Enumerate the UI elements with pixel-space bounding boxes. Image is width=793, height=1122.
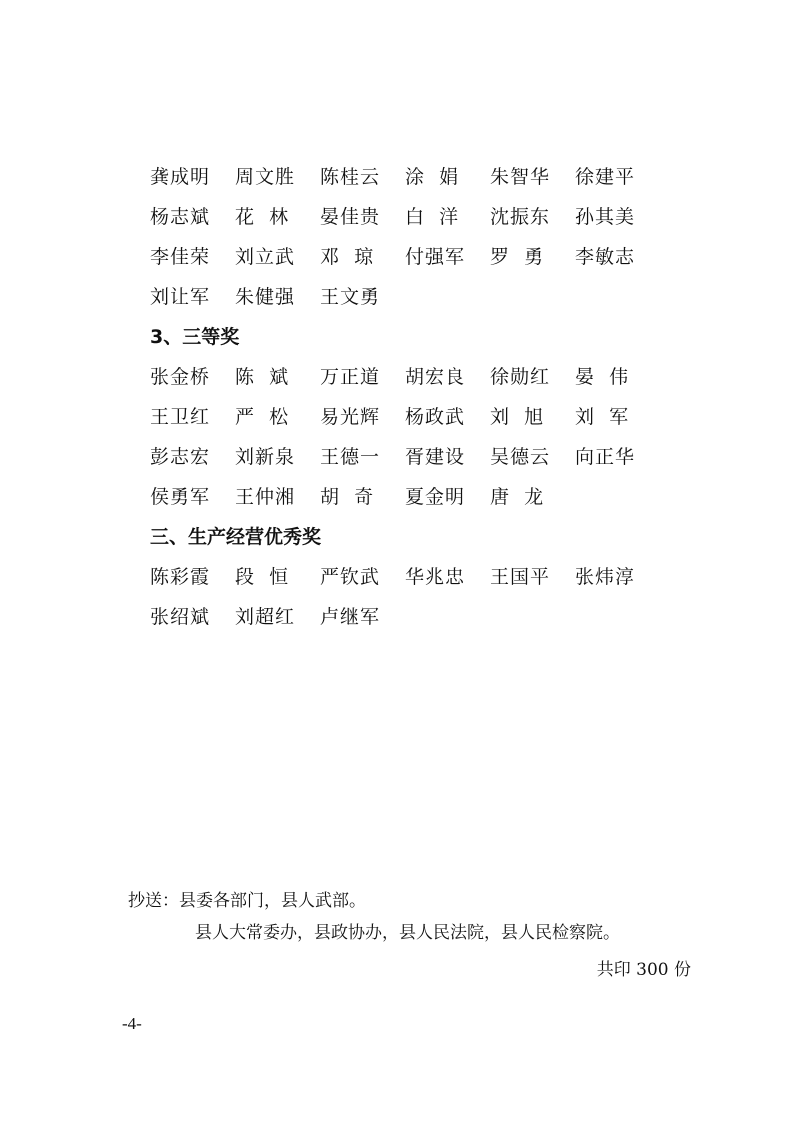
person-name: 胥建设	[405, 446, 466, 468]
person-name: 易光辉	[320, 406, 381, 428]
person-name: 刘超红	[235, 606, 296, 628]
person-name: 付强军	[405, 246, 466, 268]
person-name: 陈桂云	[320, 166, 381, 188]
person-name: 徐勋红	[490, 366, 551, 388]
person-name: 陈 斌	[235, 366, 290, 388]
person-name: 夏金明	[405, 486, 466, 508]
person-name: 王德一	[320, 446, 381, 468]
print-count: 共印 300 份	[596, 960, 691, 980]
person-name: 卢继军	[320, 606, 381, 628]
person-name: 段 恒	[235, 566, 290, 588]
person-name: 刘立武	[235, 246, 296, 268]
person-name: 孙其美	[575, 206, 636, 228]
person-name: 晏 伟	[575, 366, 630, 388]
cc-line-2: 县人大常委办，县政协办，县人民法院，县人民检察院。	[195, 923, 620, 943]
third-prize-heading: 3、三等奖	[150, 326, 240, 348]
person-name: 刘 军	[575, 406, 630, 428]
person-name: 吴德云	[490, 446, 551, 468]
person-name: 彭志宏	[150, 446, 211, 468]
person-name: 花 林	[235, 206, 290, 228]
person-name: 涂 娟	[405, 166, 460, 188]
person-name: 张炜淳	[575, 566, 636, 588]
person-name: 龚成明	[150, 166, 211, 188]
person-name: 华兆忠	[405, 566, 466, 588]
person-name: 刘新泉	[235, 446, 296, 468]
person-name: 白 洋	[405, 206, 460, 228]
person-name: 徐建平	[575, 166, 636, 188]
person-name: 胡 奇	[320, 486, 375, 508]
person-name: 王卫红	[150, 406, 211, 428]
person-name: 唐 龙	[490, 486, 545, 508]
person-name: 李佳荣	[150, 246, 211, 268]
person-name: 朱智华	[490, 166, 551, 188]
person-name: 王仲湘	[235, 486, 296, 508]
person-name: 晏佳贵	[320, 206, 381, 228]
person-name: 向正华	[575, 446, 636, 468]
person-name: 张绍斌	[150, 606, 211, 628]
person-name: 严 松	[235, 406, 290, 428]
person-name: 严钦武	[320, 566, 381, 588]
person-name: 杨志斌	[150, 206, 211, 228]
person-name: 沈振东	[490, 206, 551, 228]
person-name: 张金桥	[150, 366, 211, 388]
person-name: 刘 旭	[490, 406, 545, 428]
person-name: 罗 勇	[490, 246, 545, 268]
person-name: 朱健强	[235, 286, 296, 308]
cc-line-1: 抄送：县委各部门，县人武部。	[128, 891, 366, 911]
person-name: 万正道	[320, 366, 381, 388]
page-number: -4-	[122, 1014, 142, 1033]
person-name: 周文胜	[235, 166, 296, 188]
production-award-heading: 三、生产经营优秀奖	[150, 526, 322, 548]
person-name: 侯勇军	[150, 486, 211, 508]
person-name: 邓 琼	[320, 246, 375, 268]
person-name: 李敏志	[575, 246, 636, 268]
person-name: 杨政武	[405, 406, 466, 428]
person-name: 刘让军	[150, 286, 211, 308]
person-name: 陈彩霞	[150, 566, 211, 588]
person-name: 王文勇	[320, 286, 381, 308]
person-name: 胡宏良	[405, 366, 466, 388]
person-name: 王国平	[490, 566, 551, 588]
